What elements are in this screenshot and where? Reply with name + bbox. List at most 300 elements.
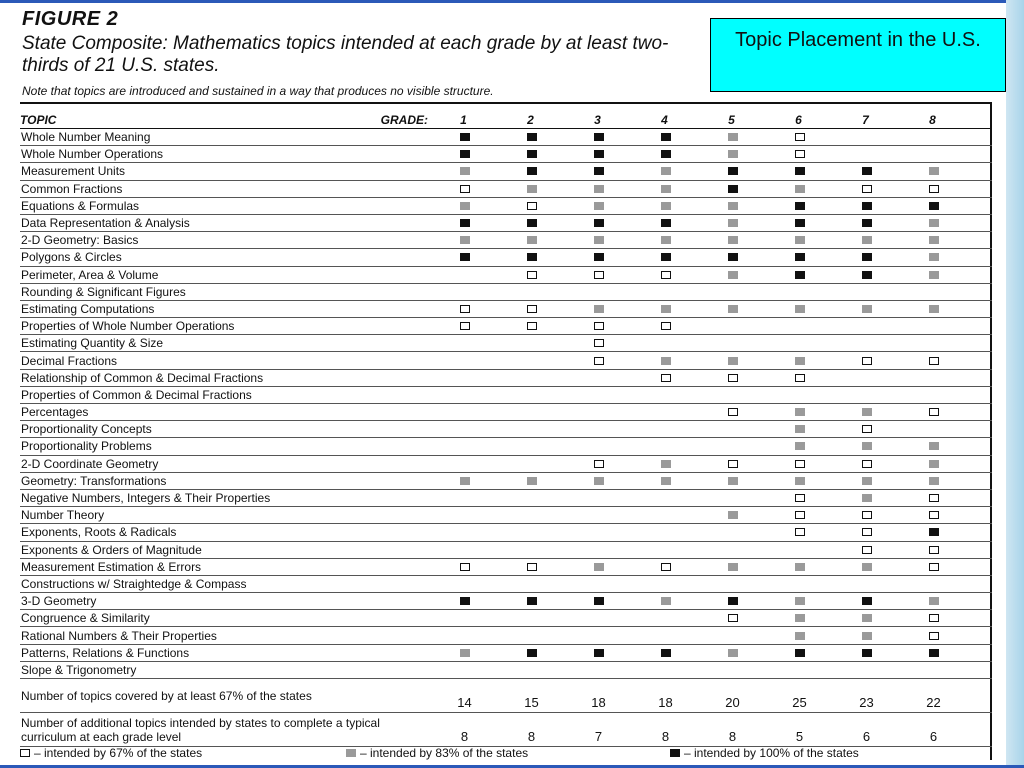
gray-square-icon xyxy=(728,649,738,657)
gray-square-icon xyxy=(527,236,537,244)
black-square-icon xyxy=(795,167,805,175)
grade-1-cell xyxy=(431,236,498,244)
gray-square-icon xyxy=(527,477,537,485)
open-square-icon xyxy=(929,357,939,365)
grade-5-cell xyxy=(699,649,766,657)
open-square-icon xyxy=(661,271,671,279)
black-square-icon xyxy=(661,219,671,227)
table-row xyxy=(20,610,992,627)
gray-square-icon xyxy=(795,185,805,193)
black-square-icon xyxy=(594,219,604,227)
table-row xyxy=(20,181,992,198)
grade-2-cell xyxy=(498,649,565,657)
grade-8-count: 6 xyxy=(929,729,938,744)
topic-name: Whole Number Operations xyxy=(21,147,164,162)
grade-5-cell xyxy=(699,150,766,158)
legend-open-label: – intended by 67% of the states xyxy=(34,746,203,760)
black-square-icon xyxy=(594,150,604,158)
grade-8-cell xyxy=(900,408,967,416)
grade-7-cell xyxy=(833,185,900,193)
gray-square-icon xyxy=(594,563,604,571)
black-square-icon xyxy=(661,649,671,657)
open-square-icon xyxy=(929,511,939,519)
grade-8-header: 8 xyxy=(929,112,936,127)
gray-square-icon xyxy=(527,185,537,193)
grade-7-count: 23 xyxy=(859,695,874,710)
grade-8-cell xyxy=(900,442,967,450)
open-square-icon xyxy=(862,357,872,365)
grade-5-cell xyxy=(699,477,766,485)
grade-4-cell xyxy=(632,563,699,571)
topic-name: Properties of Whole Number Operations xyxy=(21,319,235,334)
open-square-icon xyxy=(929,614,939,622)
grade-7-count: 6 xyxy=(862,729,871,744)
gray-square-icon xyxy=(929,305,939,313)
grade-3-cell xyxy=(565,460,632,468)
grade-3-cell xyxy=(565,150,632,158)
table-row xyxy=(20,370,992,387)
topic-name: Estimating Quantity & Size xyxy=(21,336,164,351)
grade-5-count: 20 xyxy=(725,695,740,710)
gray-square-icon xyxy=(795,442,805,450)
open-square-icon xyxy=(862,460,872,468)
grade-3-cell xyxy=(565,271,632,279)
table-row xyxy=(20,490,992,507)
grade-7-cell xyxy=(833,442,900,450)
grade-2-cell xyxy=(498,253,565,261)
table-row xyxy=(20,456,992,473)
gray-square-icon xyxy=(862,494,872,502)
gray-square-icon xyxy=(795,408,805,416)
grade-6-cell xyxy=(766,271,833,279)
grade-7-cell xyxy=(833,528,900,536)
grade-2-cell xyxy=(498,271,565,279)
black-square-icon xyxy=(795,271,805,279)
grade-3-cell xyxy=(565,202,632,210)
grade-2-cell xyxy=(498,167,565,175)
gray-square-icon xyxy=(728,271,738,279)
black-square-icon xyxy=(862,649,872,657)
grade-7-cell xyxy=(833,236,900,244)
grade-header: GRADE: xyxy=(380,112,428,127)
grade-1-cell xyxy=(431,167,498,175)
grade-1-cell xyxy=(431,150,498,158)
gray-square-icon xyxy=(594,236,604,244)
black-square-icon xyxy=(862,597,872,605)
black-square-icon xyxy=(929,202,939,210)
black-square-icon xyxy=(862,167,872,175)
grade-8-cell xyxy=(900,219,967,227)
grade-6-cell xyxy=(766,305,833,313)
gray-square-icon xyxy=(929,236,939,244)
open-square-icon xyxy=(795,374,805,382)
black-square-icon xyxy=(527,649,537,657)
black-square-icon xyxy=(594,253,604,261)
gray-square-icon xyxy=(594,477,604,485)
table-row xyxy=(20,559,992,576)
gray-square-icon xyxy=(795,357,805,365)
table-row xyxy=(20,576,992,593)
grade-2-cell xyxy=(498,563,565,571)
grade-6-cell xyxy=(766,219,833,227)
black-square-icon xyxy=(929,528,939,536)
table-row xyxy=(20,662,992,679)
gray-square-icon xyxy=(460,202,470,210)
open-square-icon xyxy=(795,150,805,158)
topic-name: Slope & Trigonometry xyxy=(21,662,137,677)
open-square-icon xyxy=(929,632,939,640)
grade-6-cell xyxy=(766,614,833,622)
grade-4-cell xyxy=(632,236,699,244)
gray-square-icon xyxy=(929,271,939,279)
topic-name: Data Representation & Analysis xyxy=(21,216,190,231)
grade-8-cell xyxy=(900,357,967,365)
grade-7-cell xyxy=(833,253,900,261)
grade-2-header: 2 xyxy=(527,112,534,127)
gray-square-icon xyxy=(728,219,738,227)
gray-square-icon xyxy=(460,167,470,175)
topic-name: Number Theory xyxy=(21,508,105,523)
open-square-icon xyxy=(594,339,604,347)
grade-2-cell xyxy=(498,185,565,193)
grade-4-cell xyxy=(632,477,699,485)
slide-side-bar xyxy=(1006,0,1024,768)
black-square-icon xyxy=(527,133,537,141)
gray-square-icon xyxy=(862,632,872,640)
summary-row xyxy=(20,679,992,713)
grade-7-cell xyxy=(833,202,900,210)
figure-note: Note that topics are introduced and sustained in a way that produces no visible structure. xyxy=(22,84,494,98)
open-square-icon xyxy=(527,202,537,210)
grade-6-cell xyxy=(766,357,833,365)
topic-name: Relationship of Common & Decimal Fractions xyxy=(21,370,264,385)
grade-6-cell xyxy=(766,150,833,158)
gray-square-icon xyxy=(661,597,671,605)
black-square-icon xyxy=(661,133,671,141)
gray-square-icon xyxy=(795,236,805,244)
grade-1-cell xyxy=(431,133,498,141)
grade-5-cell xyxy=(699,408,766,416)
table-row xyxy=(20,352,992,369)
grade-3-cell xyxy=(565,185,632,193)
gray-square-icon xyxy=(661,357,671,365)
topic-name: Constructions w/ Straightedge & Compass xyxy=(21,576,247,591)
gray-square-icon xyxy=(795,425,805,433)
grade-1-cell xyxy=(431,322,498,330)
black-square-icon xyxy=(728,597,738,605)
grade-5-cell xyxy=(699,185,766,193)
grade-4-cell xyxy=(632,460,699,468)
open-square-icon xyxy=(460,185,470,193)
open-square-icon xyxy=(594,357,604,365)
topic-header: TOPIC xyxy=(20,112,57,127)
grade-3-cell xyxy=(565,649,632,657)
gray-square-icon xyxy=(661,477,671,485)
grade-6-header: 6 xyxy=(795,112,802,127)
open-square-icon xyxy=(728,374,738,382)
grade-4-cell xyxy=(632,271,699,279)
grade-7-cell xyxy=(833,597,900,605)
grade-5-cell xyxy=(699,202,766,210)
black-square-icon xyxy=(795,649,805,657)
grade-5-header: 5 xyxy=(728,112,735,127)
black-square-icon xyxy=(527,253,537,261)
grade-6-cell xyxy=(766,374,833,382)
table-row xyxy=(20,198,992,215)
gray-square-icon xyxy=(460,477,470,485)
grade-1-cell xyxy=(431,477,498,485)
grade-8-cell xyxy=(900,167,967,175)
topic-name: Estimating Computations xyxy=(21,301,155,316)
black-square-icon xyxy=(728,185,738,193)
grade-6-cell xyxy=(766,511,833,519)
open-square-icon xyxy=(862,546,872,554)
grade-1-count: 14 xyxy=(457,695,472,710)
gray-square-icon xyxy=(929,477,939,485)
open-square-icon xyxy=(527,563,537,571)
open-square-icon xyxy=(728,614,738,622)
grade-4-cell xyxy=(632,322,699,330)
open-square-icon xyxy=(460,322,470,330)
gray-square-icon xyxy=(728,563,738,571)
topic-name: Equations & Formulas xyxy=(21,198,140,213)
grade-3-cell xyxy=(565,563,632,571)
grade-4-cell xyxy=(632,167,699,175)
table-row xyxy=(20,249,992,266)
grade-5-cell xyxy=(699,253,766,261)
grade-6-cell xyxy=(766,649,833,657)
grade-5-cell xyxy=(699,133,766,141)
grade-4-cell xyxy=(632,597,699,605)
topic-name: Proportionality Concepts xyxy=(21,422,152,437)
black-square-icon xyxy=(527,167,537,175)
open-square-icon xyxy=(795,494,805,502)
grade-8-cell xyxy=(900,185,967,193)
grade-3-header: 3 xyxy=(594,112,601,127)
gray-square-icon xyxy=(594,185,604,193)
topic-name: Decimal Fractions xyxy=(21,353,118,368)
table-row xyxy=(20,146,992,163)
grade-6-cell xyxy=(766,133,833,141)
table-row xyxy=(20,421,992,438)
table-row xyxy=(20,284,992,301)
grade-8-cell xyxy=(900,305,967,313)
table-row xyxy=(20,627,992,644)
open-square-icon xyxy=(795,511,805,519)
grade-6-cell xyxy=(766,442,833,450)
grade-7-cell xyxy=(833,408,900,416)
topic-name: Exponents & Orders of Magnitude xyxy=(21,542,202,557)
grade-4-cell xyxy=(632,133,699,141)
grade-7-cell xyxy=(833,460,900,468)
grade-2-cell xyxy=(498,133,565,141)
grade-3-cell xyxy=(565,305,632,313)
gray-square-icon xyxy=(460,236,470,244)
grade-7-cell xyxy=(833,357,900,365)
grade-8-cell xyxy=(900,597,967,605)
legend-black-label: – intended by 100% of the states xyxy=(684,746,859,760)
topic-name: Congruence & Similarity xyxy=(21,611,150,626)
black-square-icon xyxy=(460,597,470,605)
black-square-icon xyxy=(795,219,805,227)
grade-7-cell xyxy=(833,563,900,571)
grade-4-header: 4 xyxy=(661,112,668,127)
gray-square-icon xyxy=(661,305,671,313)
black-square-icon xyxy=(594,167,604,175)
grade-8-cell xyxy=(900,271,967,279)
grade-2-cell xyxy=(498,202,565,210)
grade-4-count: 18 xyxy=(658,695,673,710)
grade-3-count: 18 xyxy=(591,695,606,710)
grade-4-count: 8 xyxy=(661,729,670,744)
grade-6-cell xyxy=(766,494,833,502)
black-square-icon xyxy=(862,271,872,279)
table-row xyxy=(20,507,992,524)
grade-4-cell xyxy=(632,185,699,193)
grade-2-cell xyxy=(498,322,565,330)
gray-square-icon xyxy=(795,614,805,622)
grade-8-cell xyxy=(900,511,967,519)
black-square-icon xyxy=(795,253,805,261)
summary-label: Number of topics covered by at least 67% of the states xyxy=(21,688,312,703)
open-square-icon xyxy=(661,374,671,382)
gray-square-icon xyxy=(728,236,738,244)
topic-name: Polygons & Circles xyxy=(21,250,122,265)
open-square-icon xyxy=(661,322,671,330)
topic-grade-table xyxy=(20,111,992,747)
grade-3-cell xyxy=(565,357,632,365)
grade-7-cell xyxy=(833,511,900,519)
grade-7-cell xyxy=(833,614,900,622)
open-square-icon xyxy=(795,528,805,536)
grade-1-header: 1 xyxy=(460,112,467,127)
black-square-icon xyxy=(862,219,872,227)
black-square-icon xyxy=(460,150,470,158)
grade-4-cell xyxy=(632,374,699,382)
black-square-icon xyxy=(661,253,671,261)
grade-4-cell xyxy=(632,253,699,261)
gray-square-icon xyxy=(862,614,872,622)
grade-5-cell xyxy=(699,305,766,313)
table-top-rule xyxy=(20,102,992,104)
grade-2-cell xyxy=(498,477,565,485)
topic-name: Geometry: Transformations xyxy=(21,473,167,488)
black-square-icon xyxy=(670,749,680,757)
grade-4-cell xyxy=(632,305,699,313)
summary-row xyxy=(20,713,992,747)
gray-square-icon xyxy=(795,305,805,313)
table-row xyxy=(20,438,992,455)
table-row xyxy=(20,593,992,610)
black-square-icon xyxy=(460,133,470,141)
grade-7-cell xyxy=(833,632,900,640)
open-square-icon xyxy=(661,563,671,571)
grade-2-count: 15 xyxy=(524,695,539,710)
grade-6-cell xyxy=(766,597,833,605)
grade-3-cell xyxy=(565,236,632,244)
grade-7-cell xyxy=(833,271,900,279)
gray-square-icon xyxy=(594,305,604,313)
open-square-icon xyxy=(20,749,30,757)
gray-square-icon xyxy=(661,236,671,244)
gray-square-icon xyxy=(862,477,872,485)
gray-square-icon xyxy=(795,597,805,605)
grade-2-cell xyxy=(498,236,565,244)
grade-5-count: 8 xyxy=(728,729,737,744)
gray-square-icon xyxy=(795,563,805,571)
grade-6-cell xyxy=(766,253,833,261)
topic-name: Percentages xyxy=(21,405,89,420)
open-square-icon xyxy=(460,563,470,571)
grade-5-cell xyxy=(699,236,766,244)
black-square-icon xyxy=(594,649,604,657)
grade-1-cell xyxy=(431,202,498,210)
legend-gray-label: – intended by 83% of the states xyxy=(360,746,529,760)
table-body xyxy=(20,129,992,679)
grade-5-cell xyxy=(699,511,766,519)
gray-square-icon xyxy=(795,477,805,485)
legend-gray xyxy=(346,746,528,760)
grade-1-count: 8 xyxy=(460,729,469,744)
gray-square-icon xyxy=(929,167,939,175)
grade-1-cell xyxy=(431,253,498,261)
grade-3-cell xyxy=(565,339,632,347)
table-row xyxy=(20,129,992,146)
grade-8-cell xyxy=(900,563,967,571)
open-square-icon xyxy=(862,185,872,193)
gray-square-icon xyxy=(346,749,356,757)
topic-name: 2-D Geometry: Basics xyxy=(21,233,139,248)
gray-square-icon xyxy=(728,477,738,485)
grade-8-cell xyxy=(900,253,967,261)
grade-8-cell xyxy=(900,614,967,622)
grade-6-cell xyxy=(766,632,833,640)
grade-3-count: 7 xyxy=(594,729,603,744)
gray-square-icon xyxy=(862,305,872,313)
grade-6-count: 25 xyxy=(792,695,807,710)
black-square-icon xyxy=(527,597,537,605)
black-square-icon xyxy=(728,253,738,261)
topic-name: Patterns, Relations & Functions xyxy=(21,645,190,660)
grade-8-cell xyxy=(900,236,967,244)
open-square-icon xyxy=(929,494,939,502)
table-row xyxy=(20,318,992,335)
grade-3-cell xyxy=(565,322,632,330)
grade-6-cell xyxy=(766,185,833,193)
grade-6-cell xyxy=(766,236,833,244)
grade-6-cell xyxy=(766,167,833,175)
gray-square-icon xyxy=(728,511,738,519)
black-square-icon xyxy=(460,253,470,261)
table-row xyxy=(20,232,992,249)
black-square-icon xyxy=(594,597,604,605)
gray-square-icon xyxy=(728,357,738,365)
grade-4-cell xyxy=(632,357,699,365)
grade-7-cell xyxy=(833,305,900,313)
figure-title: FIGURE 2 xyxy=(22,8,119,30)
grade-5-cell xyxy=(699,460,766,468)
topic-name: Rational Numbers & Their Properties xyxy=(21,628,217,643)
topic-name: 3-D Geometry xyxy=(21,594,97,609)
grade-5-cell xyxy=(699,614,766,622)
topic-name: Common Fractions xyxy=(21,181,123,196)
grade-1-cell xyxy=(431,563,498,571)
open-square-icon xyxy=(862,511,872,519)
grade-7-cell xyxy=(833,425,900,433)
table-row xyxy=(20,335,992,352)
table-row xyxy=(20,404,992,421)
gray-square-icon xyxy=(728,305,738,313)
